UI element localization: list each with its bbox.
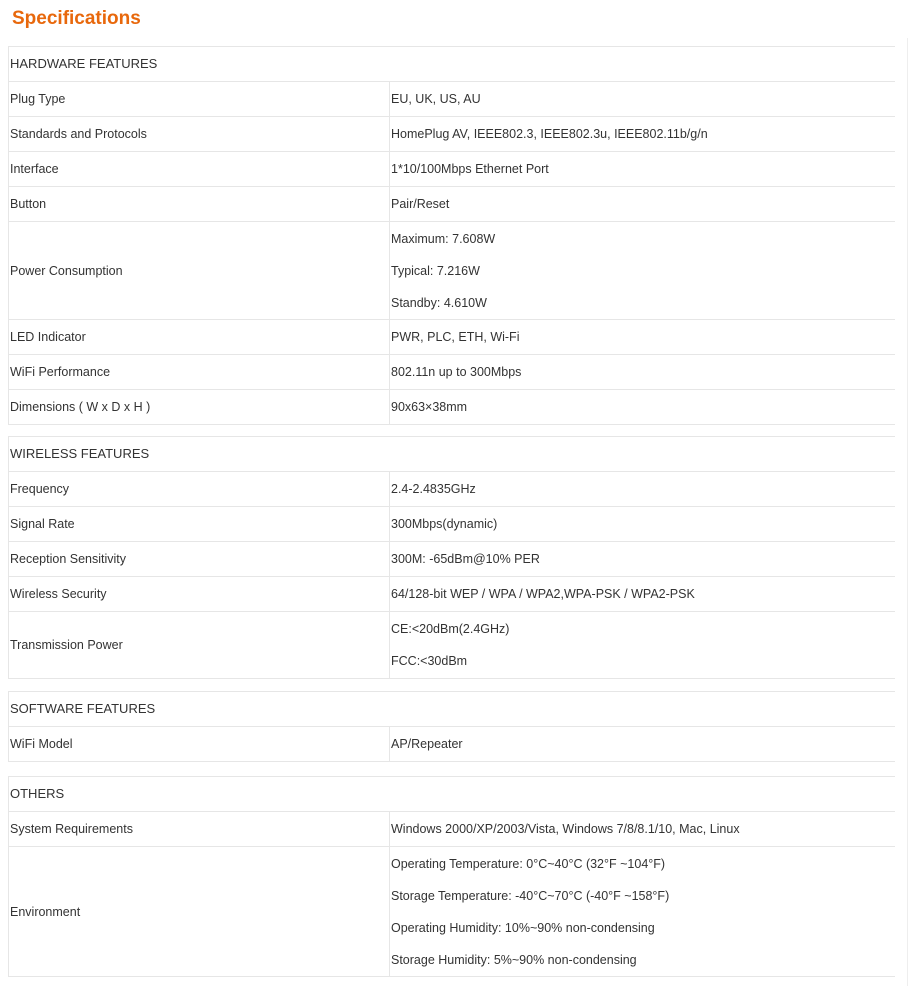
spec-label: Transmission Power [9,612,390,678]
section-header: WIRELESS FEATURES [9,436,895,472]
spec-row-led-indicator [9,320,895,355]
spec-row-reception-sensitivity [9,542,895,577]
spec-value [390,390,895,424]
page-title: Specifications [12,8,141,29]
spec-value [390,222,895,319]
spec-value-line: Standby: 4.610W [391,295,487,310]
spec-label: Reception Sensitivity [9,542,390,576]
spec-value-line: Pair/Reset [391,197,450,211]
spec-row-signal-rate [9,507,895,542]
spec-label: WiFi Performance [9,355,390,389]
spec-value-line: 300M: -65dBm@10% PER [391,552,540,566]
spec-label: Frequency [9,472,390,506]
spec-row-environment [9,847,895,977]
hardware-features-section [8,46,895,425]
spec-label: Environment [9,847,390,976]
spec-row-power-consumption [9,222,895,320]
spec-label: Standards and Protocols [9,117,390,151]
spec-row-system-requirements [9,812,895,847]
spec-value [390,542,895,576]
spec-value [390,152,895,186]
spec-value [390,82,895,116]
spec-value [390,812,895,846]
spec-value-line: Typical: 7.216W [391,263,480,278]
spec-row-standards [9,117,895,152]
section-header: SOFTWARE FEATURES [9,691,895,727]
spec-value [390,355,895,389]
spec-label: Plug Type [9,82,390,116]
spec-row-dimensions [9,390,895,425]
spec-value [390,727,895,761]
spec-label: Button [9,187,390,221]
wireless-features-section [8,436,895,679]
spec-value [390,507,895,541]
spec-row-wifi-performance [9,355,895,390]
page-scroll-edge [907,38,908,986]
spec-row-interface [9,152,895,187]
spec-value [390,117,895,151]
spec-value-line: Operating Temperature: 0°C~40°C (32°F ~104°F) [391,856,666,871]
spec-value-line: FCC:<30dBm [391,654,468,668]
spec-value-line: CE:<20dBm(2.4GHz) [391,622,510,636]
spec-value [390,577,895,611]
spec-value [390,612,895,678]
spec-row-button [9,187,895,222]
section-header: HARDWARE FEATURES [9,46,895,82]
section-header: OTHERS [9,776,895,812]
spec-label: WiFi Model [9,727,390,761]
spec-value-line: 802.11n up to 300Mbps [391,365,522,379]
spec-value-line: Windows 2000/XP/2003/Vista, Windows 7/8/8.1/10, Mac, Linux [391,822,740,836]
spec-value-line: Storage Humidity: 5%~90% non-condensing [391,952,637,967]
software-features-section [8,691,895,762]
spec-value [390,472,895,506]
spec-value-line: Operating Humidity: 10%~90% non-condensing [391,920,655,935]
spec-row-frequency [9,472,895,507]
others-section [8,776,895,977]
spec-label: Interface [9,152,390,186]
spec-label: Dimensions ( W x D x H ) [9,390,390,424]
spec-label: Wireless Security [9,577,390,611]
spec-label: Signal Rate [9,507,390,541]
spec-value-line: 64/128-bit WEP / WPA / WPA2,WPA-PSK / WPA2-PSK [391,587,695,601]
spec-value-line: PWR, PLC, ETH, Wi-Fi [391,330,520,344]
spec-value-line: AP/Repeater [391,737,463,751]
spec-label: System Requirements [9,812,390,846]
spec-value-line: EU, UK, US, AU [391,92,481,106]
spec-label: Power Consumption [9,222,390,319]
spec-value-line: 2.4-2.4835GHz [391,482,476,496]
spec-value [390,187,895,221]
spec-value-line: 90x63×38mm [391,400,468,414]
spec-value [390,320,895,354]
spec-row-transmission-power [9,612,895,679]
spec-row-wifi-model [9,727,895,762]
spec-value-line: Maximum: 7.608W [391,231,496,246]
spec-value-line: 1*10/100Mbps Ethernet Port [391,162,549,176]
spec-row-wireless-security [9,577,895,612]
spec-value-line: HomePlug AV, IEEE802.3, IEEE802.3u, IEEE802.11b/g/n [391,127,708,141]
spec-value [390,847,895,976]
spec-value-line: Storage Temperature: -40°C~70°C (-40°F ~158°F) [391,888,670,903]
spec-label: LED Indicator [9,320,390,354]
spec-value-line: 300Mbps(dynamic) [391,517,498,531]
spec-row-plug-type [9,82,895,117]
